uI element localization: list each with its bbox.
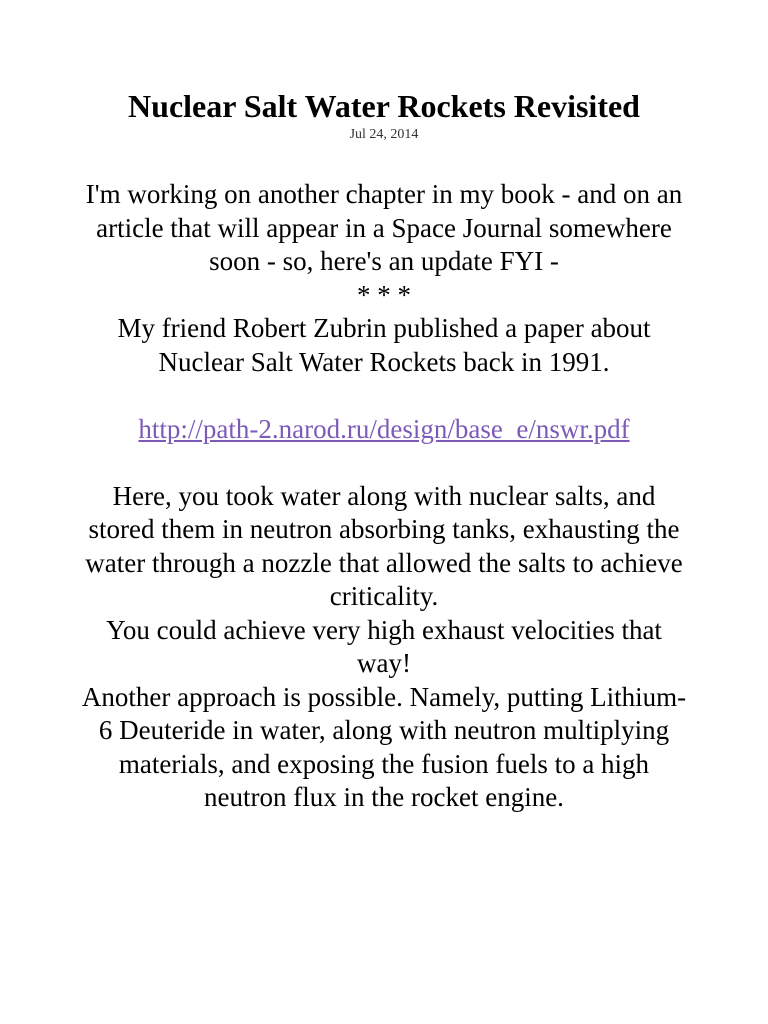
paragraph-alternative-approach: Another approach is possible. Namely, putting Lithium-6 Deuteride in water, along with neutron multiplying materials, and exposing the fusion fuels to a high neutron flux in the rocket engine. xyxy=(81,681,687,812)
paragraph-zubrin: My friend Robert Zubrin published a paper about Nuclear Salt Water Rockets back in 1991. xyxy=(117,313,651,377)
spacer xyxy=(80,379,688,413)
article-body xyxy=(80,178,688,815)
article-date: Jul 24, 2014 xyxy=(349,127,419,142)
section-separator: * * * xyxy=(357,279,411,310)
spacer xyxy=(80,446,688,480)
paper-link[interactable]: http://path-2.narod.ru/design/base_e/nswr.pdf xyxy=(138,413,630,444)
paragraph-intro: I'm working on another chapter in my book - and on an article that will appear in a Space Journal somewhere soon - so, here's an update FYI - xyxy=(85,179,683,276)
article-title: Nuclear Salt Water Rockets Revisited xyxy=(128,88,640,124)
paragraph-nswr-description: Here, you took water along with nuclear salts, and stored them in neutron absorbing tanks, exhausting the water through a nozzle that allowed the salts to achieve criticality. xyxy=(85,480,683,611)
link-paragraph xyxy=(80,413,688,447)
paragraph-exhaust-velocity: You could achieve very high exhaust velocities that way! xyxy=(106,614,662,678)
